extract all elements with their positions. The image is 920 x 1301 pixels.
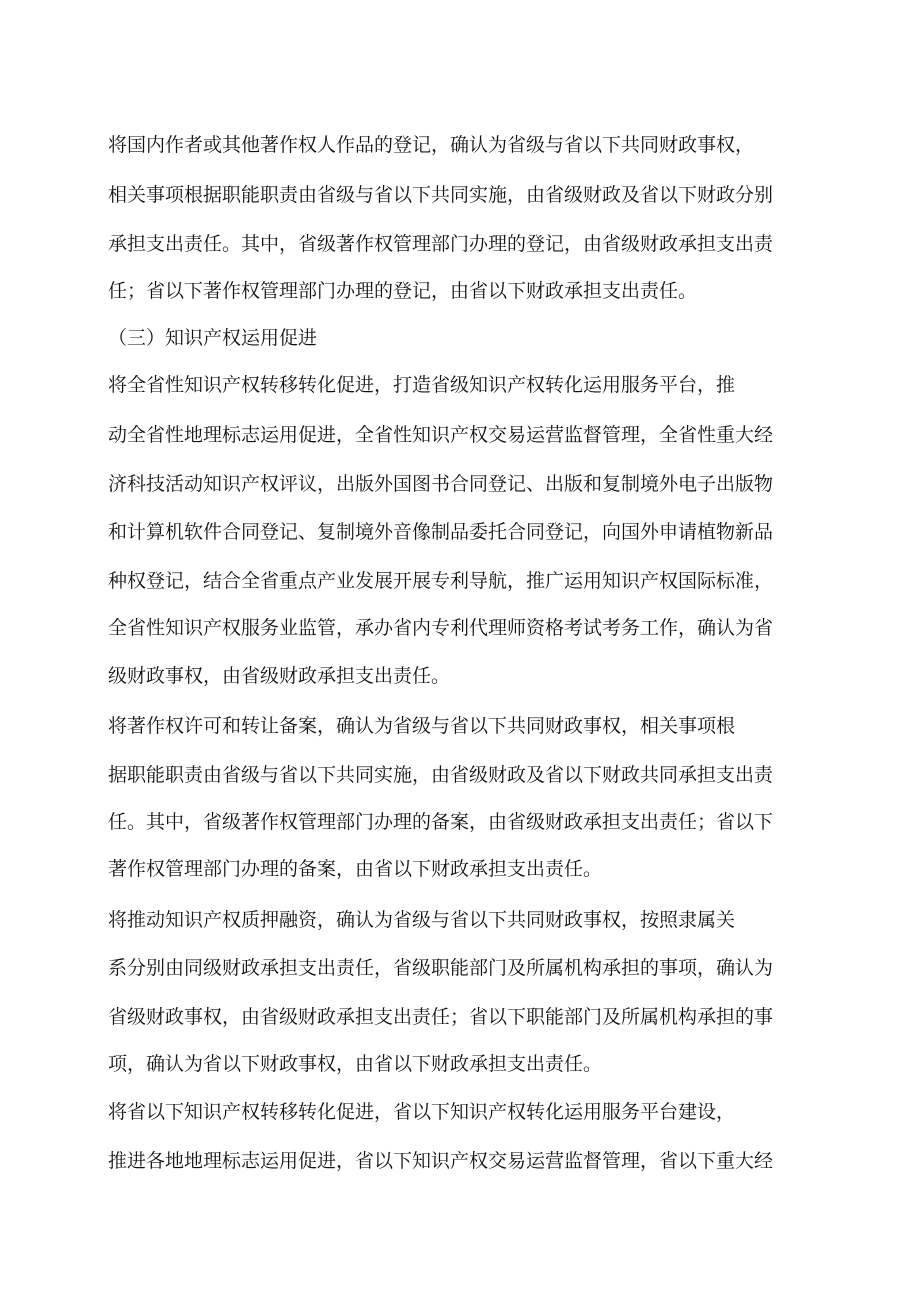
text-line: 任；省以下著作权管理部门办理的登记，由省以下财政承担支出责任。: [108, 280, 698, 302]
text-line: 据职能职责由省级与省以下共同实施，由省级财政及省以下财政共同承担支出责: [108, 764, 774, 786]
text-line: 系分别由同级财政承担支出责任，省级职能部门及所属机构承担的事项，确认为: [108, 957, 774, 979]
text-line: 承担支出责任。其中，省级著作权管理部门办理的登记，由省级财政承担支出责: [108, 233, 774, 255]
text-line: 相关事项根据职能职责由省级与省以下共同实施，由省级财政及省以下财政分别: [108, 184, 774, 206]
section-heading: （三）知识产权运用促进: [108, 327, 318, 349]
text-line: 和计算机软件合同登记、复制境外音像制品委托合同登记，向国外申请植物新品: [108, 521, 774, 543]
text-line: 省级财政事权，由省级财政承担支出责任；省以下职能部门及所属机构承担的事: [108, 1006, 774, 1028]
text-line: 将省以下知识产权转移转化促进，省以下知识产权转化运用服务平台建设，: [108, 1101, 736, 1123]
text-line: 将国内作者或其他著作权人作品的登记，确认为省级与省以下共同财政事权，: [108, 134, 755, 156]
text-line: 将著作权许可和转让备案，确认为省级与省以下共同财政事权，相关事项根: [108, 715, 736, 737]
text-line: 种权登记，结合全省重点产业发展开展专利导航，推广运用知识产权国际标准，: [108, 570, 774, 592]
text-line: 济科技活动知识产权评议，出版外国图书合同登记、出版和复制境外电子出版物: [108, 473, 774, 495]
text-line: 将推动知识产权质押融资，确认为省级与省以下共同财政事权，按照隶属关: [108, 909, 736, 931]
text-line: 推进各地地理标志运用促进，省以下知识产权交易运营监督管理，省以下重大经: [108, 1150, 774, 1172]
text-line: 全省性知识产权服务业监管，承办省内专利代理师资格考试考务工作，确认为省: [108, 617, 774, 639]
text-line: 著作权管理部门办理的备案，由省以下财政承担支出责任。: [108, 858, 603, 880]
text-line: 级财政事权，由省级财政承担支出责任。: [108, 665, 451, 687]
text-line: 任。其中，省级著作权管理部门办理的备案，由省级财政承担支出责任；省以下: [108, 811, 774, 833]
text-line: 将全省性知识产权转移转化促进，打造省级知识产权转化运用服务平台，推: [108, 374, 736, 396]
text-line: 项，确认为省以下财政事权，由省以下财政承担支出责任。: [108, 1053, 603, 1075]
text-line: 动全省性地理标志运用促进，全省性知识产权交易运营监督管理，全省性重大经: [108, 424, 774, 446]
